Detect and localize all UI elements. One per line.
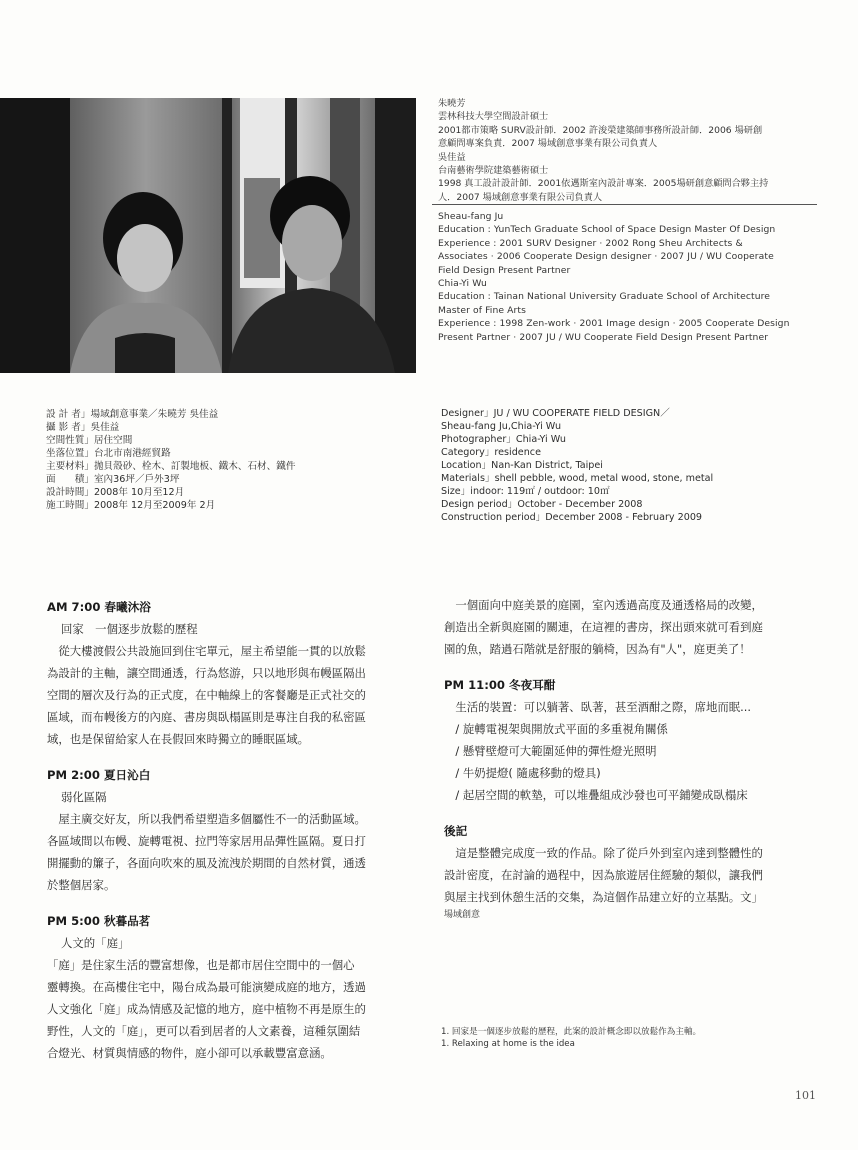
article-left-column xyxy=(47,596,419,1064)
section-paragraph xyxy=(444,842,824,908)
credit-line: Designer」JU / WU COOPERATE FIELD DESIGN／ xyxy=(441,408,670,419)
bio-line: Sheau-fang Ju xyxy=(438,211,504,222)
section-heading-pm-11: PM 11:00 冬夜耳酣 xyxy=(444,678,556,692)
paragraph-line: 各區域間以布幔、旋轉電視、拉門等家居用品彈性區隔。夏日打 xyxy=(47,834,366,848)
bio-line: 台南藝術學院建築藝術碩士 xyxy=(438,165,549,177)
bio-line: Education : YunTech Graduate School of Space Design Master Of Design xyxy=(438,224,776,236)
paragraph-line: 合燈光、材質與情感的物件，庭小卻可以承載豐富意涵。 xyxy=(47,1046,332,1060)
project-credits-english xyxy=(441,407,811,524)
section-paragraph xyxy=(47,954,419,1064)
bio-line: Education : Tainan National University Graduate School of Architecture xyxy=(438,291,771,303)
paragraph-line: / 起居空間的軟墊，可以堆疊組成沙發也可平鋪變成臥榻床 xyxy=(444,788,748,802)
designers-photo-graphic xyxy=(0,98,416,373)
paragraph-line: 區域，而布幔後方的內庭、書房與臥榻區則是專注自我的私密區 xyxy=(47,710,366,724)
credit-line: 攝 影 者」吳佳益 xyxy=(46,422,120,433)
credit-line: 主要材料」拋貝殼砂、栓木、訂製地板、鐵木、石材、鐵件 xyxy=(46,461,296,472)
credit-line: Location」Nan-Kan District, Taipei xyxy=(441,460,603,471)
bio-line: 2001都市策略 SURV設計師．2002 許浚榮建築師事務所設計師．2006 場研創 xyxy=(438,124,763,136)
credit-line: 面 積」室內36坪／戶外3坪 xyxy=(46,474,180,485)
footnotes xyxy=(441,1026,701,1050)
credit-line: 設計時間」2008年 10月至12月 xyxy=(46,487,185,498)
project-credits-chinese xyxy=(46,408,386,512)
paragraph-line: 野性，人文的「庭」，更可以看到居者的人文素養，這種氛圍結 xyxy=(47,1024,361,1038)
section-heading-postscript: 後記 xyxy=(444,824,468,838)
paragraph-line: 人文強化「庭」成為情感及記憶的地方，庭中植物不再是原生的 xyxy=(47,1002,366,1016)
paragraph-line: 這是整體完成度一致的作品。除了從戶外到室內達到整體性的 xyxy=(444,846,763,860)
paragraph-line: 屋主廣交好友，所以我們希望塑造多個屬性不一的活動區域。 xyxy=(47,812,366,826)
paragraph-line: 於整個居家。 xyxy=(47,878,116,892)
bio-line: 雲林科技大學空間設計碩士 xyxy=(438,111,549,123)
credit-line: 空間性質」居住空間 xyxy=(46,435,133,446)
paragraph-line: 生活的裝置：可以躺著、臥著，甚至酒酣之際，席地而眠... xyxy=(444,700,752,714)
paragraph-line: 創造出全新與庭園的關連，在這裡的書房，探出頭來就可看到庭 xyxy=(444,620,763,634)
section-paragraph xyxy=(47,640,419,750)
credit-line: Construction period」December 2008 - February 2009 xyxy=(441,512,703,523)
author-signature: 場域創意 xyxy=(444,910,481,920)
bio-line: Experience : 2001 SURV Designer · 2002 Rong Sheu Architects & xyxy=(438,237,743,249)
credit-line: 施工時間」2008年 12月至2009年 2月 xyxy=(46,500,216,511)
credit-line: Design period」October - December 2008 xyxy=(441,499,643,510)
section-subheading: 回家 一個逐步放鬆的歷程 xyxy=(61,622,198,636)
bio-line: Experience : 1998 Zen-work · 2001 Image design · 2005 Cooperate Design xyxy=(438,318,790,330)
paragraph-line: 空間的層次及行為的正式度，在中軸線上的客餐廳是正式社交的 xyxy=(47,688,366,702)
section-heading-pm-2: PM 2:00 夏日沁白 xyxy=(47,768,151,782)
designer-bio-english xyxy=(438,210,828,344)
paragraph-line: / 牛奶提燈( 隨處移動的燈具) xyxy=(444,766,601,780)
credit-line: Materials」shell pebble, wood, metal wood, stone, metal xyxy=(441,473,714,484)
bio-divider xyxy=(432,204,817,205)
paragraph-line: 靈轉換。在高樓住宅中，陽台成為最可能演變成庭的地方，透過 xyxy=(47,980,366,994)
footnote-line: 1. Relaxing at home is the idea xyxy=(441,1039,575,1049)
paragraph-line: 與屋主找到休憩生活的交集，為這個作品建立好的立基點。文」 xyxy=(444,890,763,904)
credit-line: 坐落位置」台北市南港經貿路 xyxy=(46,448,171,459)
paragraph-line: / 旋轉電視架與開放式平面的多重視角關係 xyxy=(444,722,668,736)
article-right-column xyxy=(444,594,824,922)
credit-line: Size」indoor: 119㎡ / outdoor: 10㎡ xyxy=(441,486,610,497)
bio-line: 朱曉芳 xyxy=(438,98,466,109)
paragraph-line: 為設計的主軸，讓空間通透，行為悠游，只以地形與布幔區隔出 xyxy=(47,666,366,680)
section-heading-am: AM 7:00 春曦沐浴 xyxy=(47,600,151,614)
credit-line: Category」residence xyxy=(441,447,541,458)
paragraph-line: 「庭」是住家生活的豐富想像，也是都市居住空間中的一個心 xyxy=(47,958,355,972)
paragraph-line: / 懸臂壁燈可大範圍延伸的彈性燈光照明 xyxy=(444,744,657,758)
designers-photo xyxy=(0,98,416,373)
section-subheading: 人文的「庭」 xyxy=(61,936,130,950)
bio-line: Field Design Present Partner xyxy=(438,264,571,276)
bio-line: 人．2007 場域創意事業有限公司負責人 xyxy=(438,191,603,203)
credit-line: Sheau-fang Ju,Chia-Yi Wu xyxy=(441,421,562,432)
paragraph-line: 園的魚，踏過石階就是舒服的躺椅，因為有"人"，庭更美了！ xyxy=(444,642,751,656)
bio-line: 意顧問專案負責．2007 場域創意事業有限公司負責人 xyxy=(438,138,658,150)
section-paragraph xyxy=(444,594,824,660)
footnote-line: 1. 回家是一個逐步放鬆的歷程，此案的設計概念即以放鬆作為主軸。 xyxy=(441,1027,702,1037)
bio-line: 吳佳益 xyxy=(438,151,466,163)
bio-line: Master of Fine Arts xyxy=(438,304,526,316)
credit-line: Photographer」Chia-Yi Wu xyxy=(441,434,566,445)
paragraph-line: 設計密度，在討論的過程中，因為旅遊居住經驗的類似，讓我們 xyxy=(444,868,763,882)
paragraph-line: 開擺動的簾子，各面向吹來的風及流洩於期間的自然材質，通透 xyxy=(47,856,366,870)
paragraph-line: 域，也是保留給家人在長假回來時獨立的睡眠區域。 xyxy=(47,732,309,746)
designer-bio-chinese xyxy=(438,97,828,204)
bio-line: Present Partner · 2007 JU / WU Cooperate Field Design Present Partner xyxy=(438,331,769,343)
paragraph-line: 一個面向中庭美景的庭園，室內透過高度及通透格局的改變， xyxy=(444,598,763,612)
section-paragraph xyxy=(444,696,824,806)
section-subheading: 弱化區隔 xyxy=(61,790,107,804)
bio-line: Chia-Yi Wu xyxy=(438,278,487,290)
section-paragraph xyxy=(47,808,419,896)
credit-line: 設 計 者」場域創意事業／朱曉芳 吳佳益 xyxy=(46,409,219,420)
paragraph-line: 從大樓渡假公共設施回到住宅單元，屋主希望能一貫的以放鬆 xyxy=(47,644,366,658)
bio-line: Associates · 2006 Cooperate Design designer · 2007 JU / WU Cooperate xyxy=(438,251,774,263)
page-number: 101 xyxy=(795,1089,816,1102)
section-heading-pm-5: PM 5:00 秋暮品茗 xyxy=(47,914,151,928)
bio-line: 1998 真工設計設計師．2001依邁斯室內設計專案．2005場研創意顧問合夥主持 xyxy=(438,178,769,190)
